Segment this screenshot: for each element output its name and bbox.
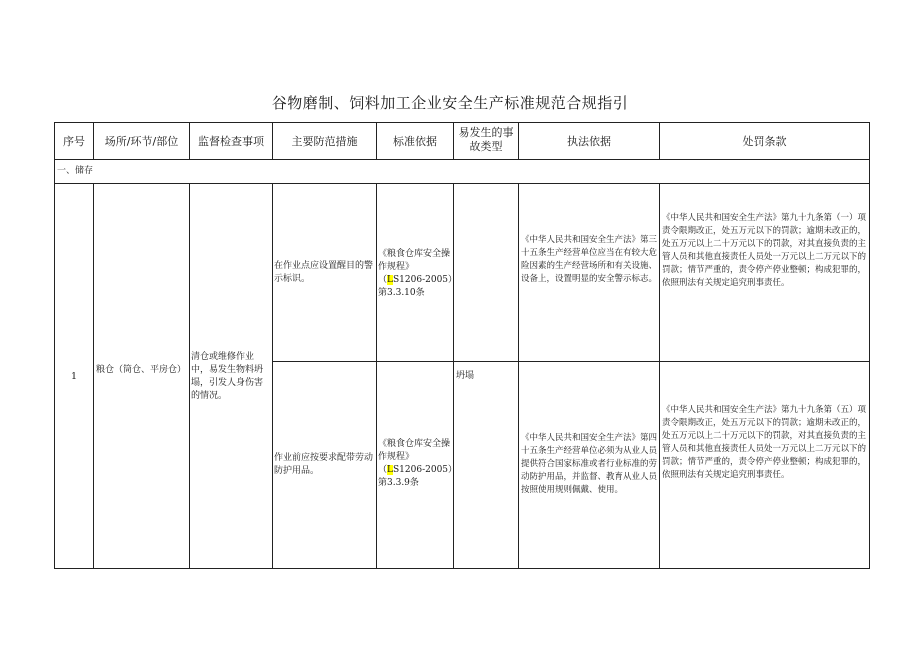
header-penalty: 处罚条款 (742, 135, 787, 148)
law-1: 《中华人民共和国安全生产法》第三十五条生产经营单位应当在有较大危险因素的生产经营场所和有关设施、设备上，设置明显的安全警示标志。 (521, 235, 657, 284)
highlight-mark: L (387, 275, 393, 285)
section-label: 一、储存 (57, 166, 94, 176)
penalty-1: 《中华人民共和国安全生产法》第九十九条第（一）项责令限期改正，处五万元以下的罚款；逾期未改正的，处五万元以上二十万元以下的罚款，对其直接负责的主管人员和其他直接责任人员处一万元以上二万元以下的罚款；情节严重的，责令停产停业整顿；构成犯罪的，依照刑法有关规定追究刑事责任。 (662, 213, 867, 288)
highlight-mark: L (387, 465, 393, 475)
row-location: 粮仓（筒仓、平房仓） (96, 365, 186, 375)
header-law-basis: 执法依据 (567, 135, 611, 148)
standard-1: 《粮食仓库安全操作规程》（LS1206-2005）第3.3.10条 (378, 249, 453, 298)
header-seq: 序号 (63, 135, 85, 148)
page-title: 谷物磨制、饲料加工企业安全生产标准规范合规指引 (271, 94, 629, 112)
header-standard: 标准依据 (393, 135, 437, 148)
law-2: 《中华人民共和国安全生产法》第四十五条生产经营单位必须为从业人员提供符合国家标准或者行业标准的劳动防护用品，并监督、教育从业人员按照使用规则佩戴、使用。 (521, 433, 657, 495)
penalty-2: 《中华人民共和国安全生产法》第九十九条第（五）项责令限期改正，处五万元以下的罚款；逾期未改正的，处五万元以上二十万元以下的罚款，对其直接负责的主管人员和其他直接责任人员处一万元以上二万元以下的罚款；情节严重的，责令停产停业整顿；构成犯罪的，依照刑法有关规定追究刑事责任。 (662, 405, 867, 480)
header-location: 场所/环节/部位 (104, 135, 179, 148)
standard-2: 《粮食仓库安全操作规程》（LS1206-2005）第3.3.9条 (378, 439, 453, 488)
header-inspection: 监督检查事项 (198, 135, 264, 148)
row-inspection: 清仓或维修作业中，易发生物料坍塌，引发人身伤害的情况。 (191, 352, 264, 401)
row-seq: 1 (70, 371, 78, 382)
header-accident-type: 易发生的事故类型 (458, 126, 514, 153)
measure-1: 在作业点应设置醒目的警示标识。 (274, 261, 374, 284)
row-accident-type: 坍塌 (456, 371, 475, 381)
measure-2: 作业前应按要求配带劳动防护用品。 (274, 453, 374, 476)
header-measures: 主要防范措施 (291, 135, 358, 148)
